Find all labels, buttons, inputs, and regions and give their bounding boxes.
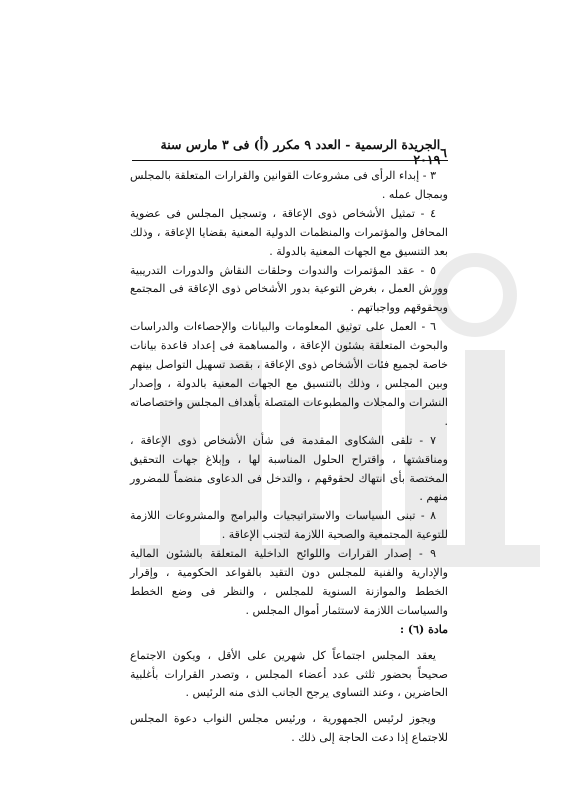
list-item: ٥ - عقد المؤتمرات والندوات وحلقات النقاش والدورات التدريبية وورش العمل ، بغرض التوعية بدور الأشخاص ذوى الإعاقة فى المجتمع وبحقوقهم وواجباتهم .	[130, 263, 448, 315]
document-body	[130, 167, 448, 748]
list-item: ٦ - العمل على توثيق المعلومات والبيانات والإحصاءات والدراسات والبحوث المتعلقة بشئون الإعاقة ، والمساهمة فى إعداد قاعدة بيانات خاصة لجميع فئات الأشخاص ذوى الإعاقة ، بقصد تسهيل التواصل بينهم وبين المجلس ، وذلك بالتنسيق مع الجهات المعنية بالدولة ، وإصدار النشرات والمجلات والمطبوعات المتصلة بأهداف المجلس واختصاصاته .	[130, 320, 448, 428]
list-item: ٩ - إصدار القرارات واللوائح الداخلية المتعلقة بالشئون المالية والإدارية والفنية للمجلس دون التقيد بالقواعد الحكومية ، وإقرار الخطط والموازنة السنوية للمجلس ، والنظر فى وضع الخطط والسياسات اللازمة لاستثمار أموال المجلس .	[130, 547, 448, 617]
gazette-title: الجريدة الرسمية - العدد ٩ مكرر (أ) فى ٣ مارس سنة ٢٠١٩	[160, 137, 441, 167]
article-paragraph: يعقد المجلس اجتماعاً كل شهرين على الأقل ، ويكون الاجتماع صحيحاً بحضور ثلثى عدد أعضاء المجلس ، وتصدر القرارات بأغلبية الحاضرين ، وعند التساوى يرجح الجانب الذى منه الرئيس .	[130, 648, 448, 700]
page-header	[130, 137, 447, 167]
list-item: ٨ - تبنى السياسات والاستراتيجيات والبرامج والمشروعات اللازمة للتوعية المجتمعية والصحية اللازمة لتجنب الإعاقة .	[130, 509, 448, 542]
item-number: ٨	[430, 509, 436, 523]
item-number: ٩	[430, 547, 436, 561]
item-number: ٦	[430, 320, 436, 334]
item-number: ٤	[430, 206, 436, 220]
item-text: تلقى الشكاوى المقدمة فى شأن الأشخاص ذوى الإعاقة ، ومناقشتها ، واقتراح الحلول المناسبة لها ، وإبلاغ جهات التحقيق المختصة بأى انتهاك لحقوقهم ، والتدخل فى الدعاوى منضماً للمضرور منهم .	[130, 433, 448, 504]
item-text: عقد المؤتمرات والندوات وحلقات النقاش والدورات التدريبية وورش العمل ، بغرض التوعية بدور الأشخاص ذوى الإعاقة فى المجتمع وبحقوقهم وواجباتهم .	[130, 263, 448, 315]
header-divider	[132, 160, 448, 161]
item-text: إصدار القرارات واللوائح الداخلية المتعلقة بالشئون المالية والإدارية والفنية للمجلس دون التقيد بالقواعد الحكومية ، وإقرار الخطط والموازنة السنوية للمجلس ، والنظر فى وضع الخطط والسياسات اللازمة لاستثمار أموال المجلس .	[130, 547, 448, 617]
page-number: ٦	[440, 144, 447, 160]
article-paragraph: ويجوز لرئيس الجمهورية ، ورئيس مجلس النواب دعوة المجلس للاجتماع إذا دعت الحاجة إلى ذلك .	[130, 712, 448, 745]
item-text: إبداء الرأى فى مشروعات القوانين والقرارات المتعلقة بالمجلس وبمجال عمله .	[130, 169, 448, 201]
item-text: تبنى السياسات والاستراتيجيات والبرامج والمشروعات اللازمة للتوعية المجتمعية والصحية اللازمة لتجنب الإعاقة .	[130, 509, 448, 542]
list-item: ٤ - تمثيل الأشخاص ذوى الإعاقة ، وتسجيل المجلس فى عضوية المحافل والمؤتمرات والمنظمات الدولية المعنية بقضايا الإعاقة ، وذلك بعد التنسيق مع الجهات المعنية بالدولة .	[130, 206, 448, 258]
item-text: العمل على توثيق المعلومات والبيانات والإحصاءات والدراسات والبحوث المتعلقة بشئون الإعاقة ، والمساهمة فى إعداد قاعدة بيانات خاصة لجميع فئات الأشخاص ذوى الإعاقة ، بقصد تسهيل التواصل بينهم وبين المجلس ، وذلك بالتنسيق مع الجهات المعنية بالدولة ، وإصدار النشرات والمجلات والمطبوعات المتصلة بأهداف المجلس واختصاصاته .	[130, 320, 448, 428]
item-number: ٣	[430, 169, 436, 182]
item-number: ٥	[430, 263, 436, 277]
item-number: ٧	[430, 433, 437, 447]
article-heading: مادة (٦) :	[400, 622, 448, 636]
list-item: ٧ - تلقى الشكاوى المقدمة فى شأن الأشخاص ذوى الإعاقة ، ومناقشتها ، واقتراح الحلول المناسبة لها ، وإبلاغ جهات التحقيق المختصة بأى انتهاك لحقوقهم ، والتدخل فى الدعاوى منضماً للمضرور منهم .	[130, 433, 448, 504]
list-item: ٣ - إبداء الرأى فى مشروعات القوانين والقرارات المتعلقة بالمجلس وبمجال عمله .	[130, 169, 448, 201]
item-text: تمثيل الأشخاص ذوى الإعاقة ، وتسجيل المجلس فى عضوية المحافل والمؤتمرات والمنظمات الدولية المعنية بقضايا الإعاقة ، وذلك بعد التنسيق مع الجهات المعنية بالدولة .	[130, 206, 448, 258]
